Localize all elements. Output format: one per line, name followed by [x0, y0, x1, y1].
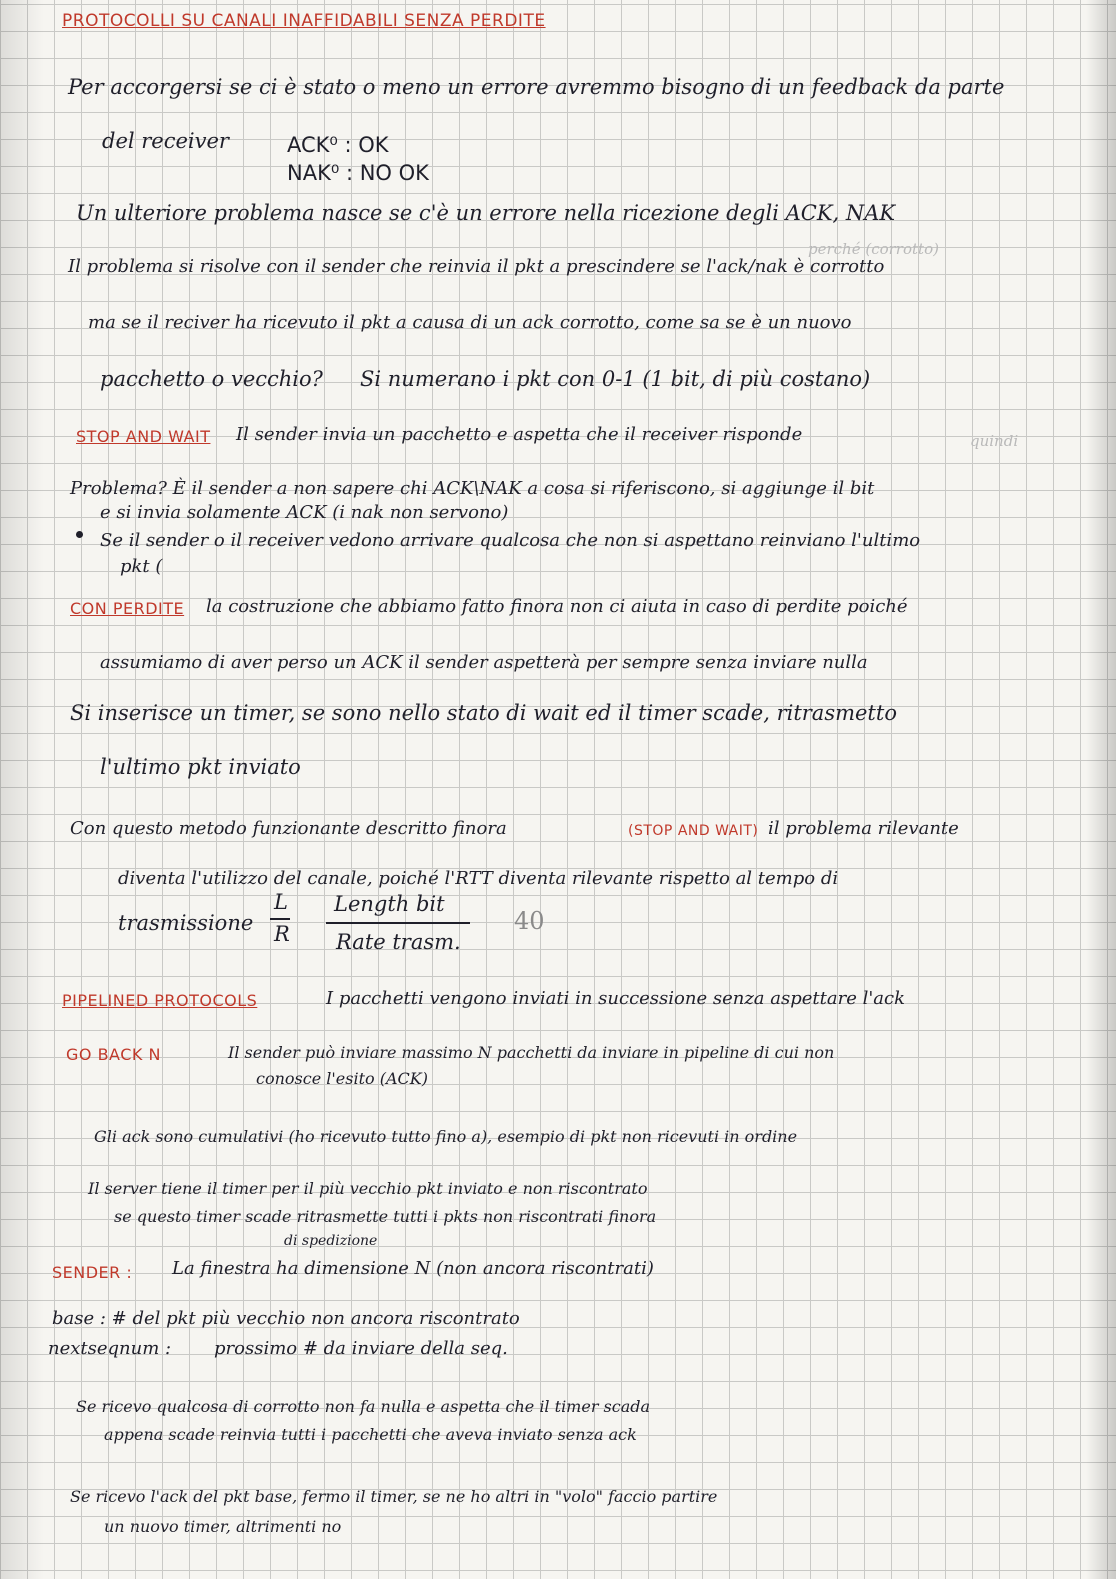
text-line-4: Il problema si risolve con il sender che reinvia il pkt a prescindere se l'ack/nak è corrotto [68, 256, 885, 277]
page-edge-shadow [1086, 0, 1116, 1579]
text-line-3: Un ulteriore problema nasce se c'è un errore nella ricezione degli ACK, NAK [76, 201, 896, 225]
heading-pipelined: PIPELINED PROTOCOLS [62, 991, 258, 1010]
text-line-6b: Si numerano i pkt con 0-1 (1 bit, di più costano) [360, 367, 871, 391]
formula-L: L [274, 890, 288, 914]
text-line-24: se questo timer scade ritrasmette tutti i pkts non riscontrati finora [114, 1207, 657, 1226]
formula-main-bar [326, 922, 470, 924]
text-line-2: del receiver [102, 129, 229, 153]
margin-note-perche: perché (corrotto) [808, 240, 939, 258]
bullet [76, 531, 83, 538]
text-line-19: I pacchetti vengono inviati in successione senza aspettare l'ack [326, 988, 905, 1009]
text-line-7: Il sender invia un pacchetto e aspetta che il receiver risponde [236, 424, 803, 445]
formula-fraction-bar [270, 918, 290, 920]
text-line-12: la costruzione che abbiamo fatto finora non ci aiuta in caso di perdite poiché [206, 596, 908, 617]
formula-R: R [274, 922, 290, 946]
formula-numerator: Length bit [334, 892, 445, 916]
text-line-13: assumiamo di aver perso un ACK il sender aspetterà per sempre senza inviare nulla [100, 652, 868, 673]
text-line-21: conosce l'esito (ACK) [256, 1069, 428, 1088]
text-line-26: base : # del pkt più vecchio non ancora riscontrato [52, 1308, 520, 1329]
label-nextseqnum: nextseqnum : [48, 1338, 172, 1359]
text-line-11: pkt ( [120, 556, 163, 577]
page-shadow [0, 0, 44, 1579]
nak-definition: NAK⁰ : NO OK [287, 161, 429, 185]
text-line-14: Si inserisce un timer, se sono nello stato di wait ed il timer scade, ritrasmetto [70, 701, 897, 725]
text-line-8: Problema? È il sender a non sapere chi ACK\NAK a cosa si riferiscono, si aggiunge il bit [70, 478, 875, 499]
text-line-16: Con questo metodo funzionante descritto finora [70, 818, 507, 839]
text-line-17: diventa l'utilizzo del canale, poiché l'RTT diventa rilevante rispetto al tempo di [118, 868, 839, 889]
formula-denominator: Rate trasm. [336, 930, 461, 954]
heading-stop-and-wait: STOP AND WAIT [76, 427, 211, 446]
text-line-30: Se ricevo l'ack del pkt base, fermo il timer, se ne ho altri in "volo" faccio partire [70, 1487, 718, 1506]
heading-con-perdite: CON PERDITE [70, 599, 185, 618]
page-title: PROTOCOLLI SU CANALI INAFFIDABILI SENZA PERDITE [62, 11, 546, 31]
text-line-15: l'ultimo pkt inviato [100, 755, 301, 779]
heading-go-back-n: GO BACK N [66, 1045, 161, 1064]
text-line-18: trasmissione [118, 911, 254, 935]
inline-stop-and-wait: (STOP AND WAIT) [628, 823, 759, 839]
margin-note-quindi: quindi [970, 432, 1019, 450]
text-line-9: e si invia solamente ACK (i nak non servono) [100, 502, 509, 523]
text-line-6a: pacchetto o vecchio? [100, 367, 323, 391]
caret-note: di spedizione [284, 1233, 378, 1249]
text-line-31: un nuovo timer, altrimenti no [104, 1517, 342, 1536]
text-line-22: Gli ack sono cumulativi (ho ricevuto tutto fino a), esempio di pkt non ricevuti in ordine [94, 1127, 798, 1146]
text-line-25: La finestra ha dimensione N (non ancora riscontrati) [172, 1258, 654, 1279]
text-line-29: appena scade reinvia tutti i pacchetti che aveva inviato senza ack [104, 1425, 637, 1444]
text-line-1: Per accorgersi se ci è stato o meno un errore avremmo bisogno di un feedback da parte [68, 75, 1005, 99]
text-line-27: prossimo # da inviare della seq. [214, 1338, 508, 1359]
heading-sender: SENDER : [52, 1263, 133, 1282]
text-line-5: ma se il reciver ha ricevuto il pkt a causa di un ack corrotto, come sa se è un nuovo [88, 312, 852, 333]
text-line-23: Il server tiene il timer per il più vecchio pkt inviato e non riscontrato [88, 1179, 648, 1198]
text-line-20: Il sender può inviare massimo N pacchetti da inviare in pipeline di cui non [228, 1043, 835, 1062]
text-line-16b: il problema rilevante [768, 818, 959, 839]
text-line-28: Se ricevo qualcosa di corrotto non fa nulla e aspetta che il timer scada [76, 1397, 651, 1416]
text-line-10: Se il sender o il receiver vedono arrivare qualcosa che non si aspettano reinviano l'ultimo [100, 530, 921, 551]
ack-definition: ACK⁰ : OK [287, 133, 389, 157]
margin-note-40: 40 [514, 907, 545, 935]
